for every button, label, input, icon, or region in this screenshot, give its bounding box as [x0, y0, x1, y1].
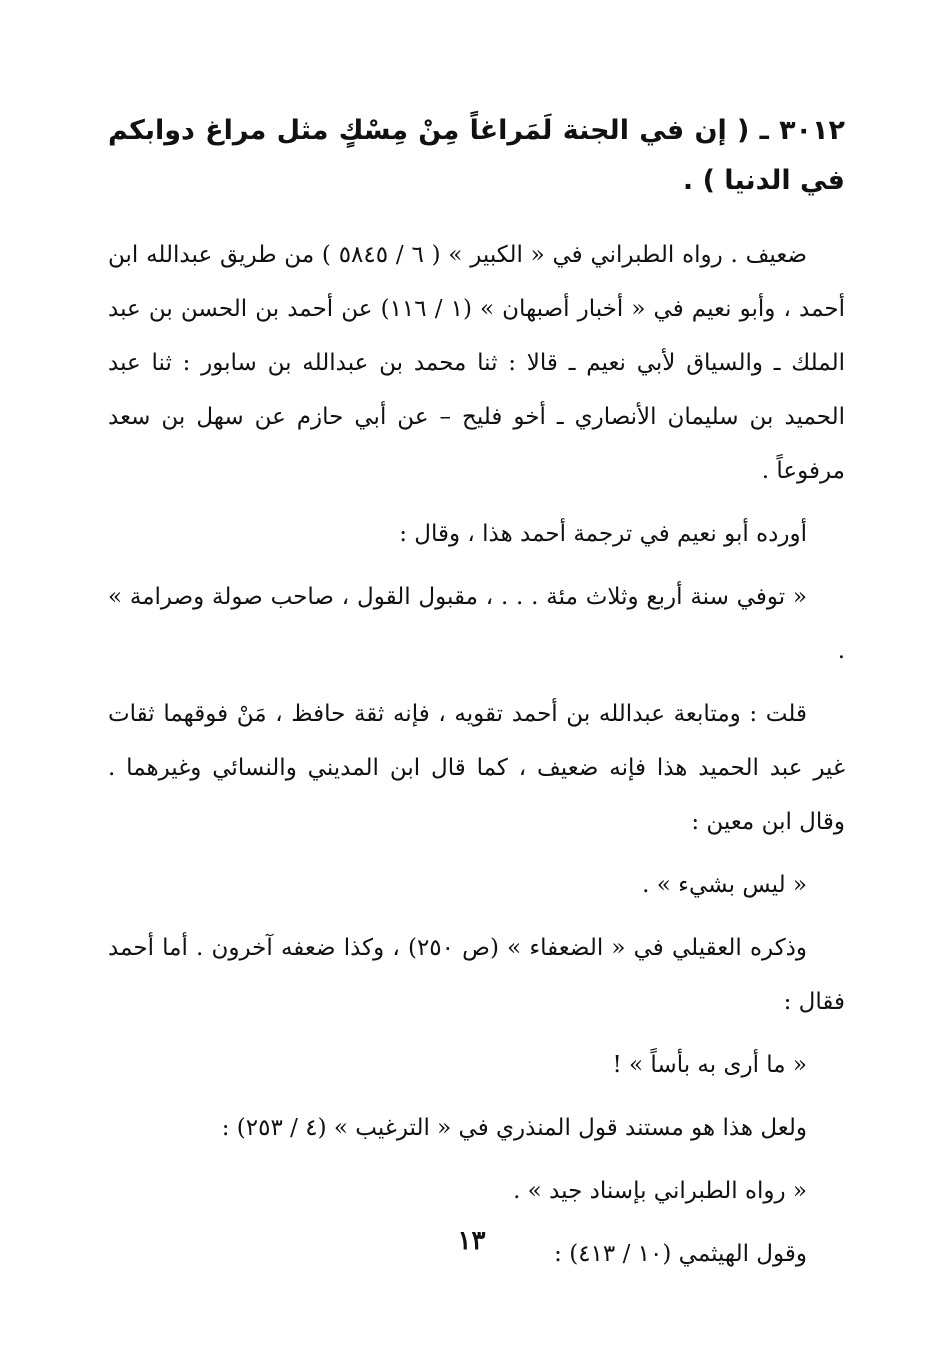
page-content — [108, 106, 845, 1290]
quote-mundhiri: « رواه الطبراني بإسناد جيد » . — [513, 1178, 807, 1204]
paragraph-mundhiri: ولعل هذا هو مستند قول المنذري في « الترغيب » (٤ / ٢٥٣) : — [221, 1115, 807, 1141]
hadith-heading: ٣٠١٢ ـ ( إن في الجنة لَمَراغاً مِنْ مِسْكٍ مثل مراغ دوابكم في الدنيا ) . — [108, 115, 845, 196]
quote-ahmad: « ما أرى به بأساً » ! — [612, 1052, 807, 1078]
page-number: ١٣ — [457, 1226, 486, 1256]
paragraph-uqayli: وذكره العقيلي في « الضعفاء » (ص ٢٥٠) ، وكذا ضعفه آخرون . أما أحمد فقال : — [108, 935, 845, 1015]
paragraph-abu-nuaym: أورده أبو نعيم في ترجمة أحمد هذا ، وقال : — [399, 521, 807, 547]
quote-ibn-maeen: « ليس بشيء » . — [642, 872, 807, 898]
quote-abu-nuaym: « توفي سنة أربع وثلاث مئة . . . ، مقبول القول ، صاحب صولة وصرامة » . — [108, 584, 845, 664]
paragraph-haythami: وقول الهيثمي (١٠ / ٤١٣) : — [554, 1241, 807, 1267]
paragraph-comment: قلت : ومتابعة عبدالله بن أحمد تقويه ، فإنه ثقة حافظ ، مَنْ فوقهما ثقات غير عبد الحميد هذا فإنه ضعيف ، كما قال ابن المديني والنسائي وغيرهما . وقال ابن معين : — [108, 701, 845, 835]
paragraph-takhrij: ضعيف . رواه الطبراني في « الكبير » ( ٦ / ٥٨٤٥ ) من طريق عبدالله ابن أحمد ، وأبو نعيم في « أخبار أصبهان » (١ / ١١٦) عن أحمد بن الحسن بن عبد الملك ـ والسياق لأبي نعيم ـ قالا : ثنا محمد بن عبدالله بن سابور : ثنا عبد الحميد بن سليمان الأنصاري ـ أخو فليح – عن أبي حازم عن سهل بن سعد مرفوعاً . — [108, 242, 845, 484]
